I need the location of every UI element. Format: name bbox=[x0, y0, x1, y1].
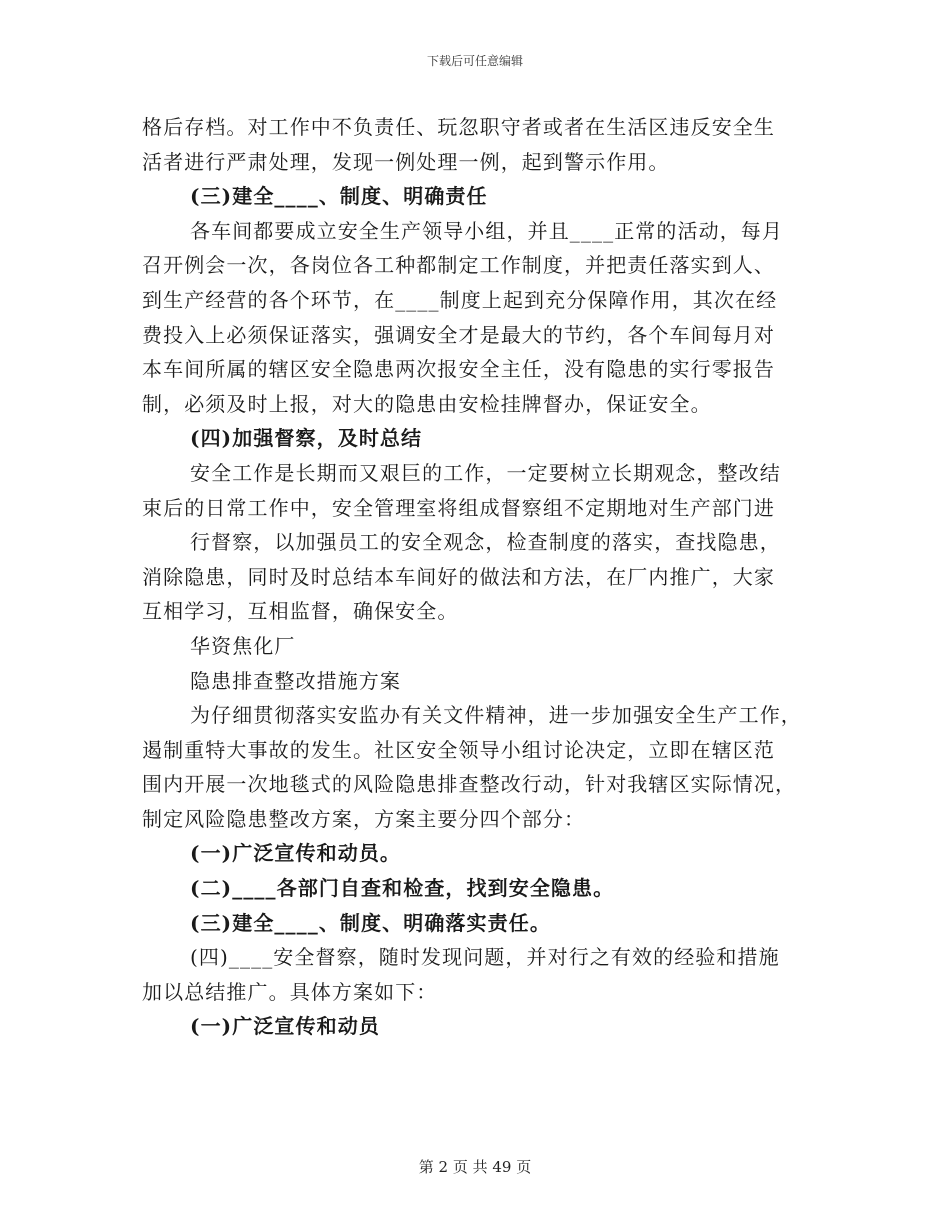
paragraph-line: 隐患排查整改措施方案 bbox=[190, 668, 401, 693]
paragraph-line: 各车间都要成立安全生产领导小组，并且____正常的活动，每月 bbox=[190, 218, 783, 243]
section-heading-line: (三)建全____、制度、明确落实责任。 bbox=[190, 910, 551, 935]
paragraph-line: 遏制重特大事故的发生。社区安全领导小组讨论决定，立即在辖区范 bbox=[142, 737, 775, 762]
paragraph-line: 费投入上必须保证落实，强调安全才是最大的节约，各个车间每月对 bbox=[142, 322, 775, 347]
paragraph-line: 围内开展一次地毯式的风险隐患排查整改行动，针对我辖区实际情况， bbox=[142, 772, 797, 797]
document-body bbox=[142, 110, 808, 1044]
paragraph-line: 安全工作是长期而又艰巨的工作，一定要树立长期观念，整改结 bbox=[190, 460, 781, 485]
section-heading-line: (二)____各部门自查和检查，找到安全隐患。 bbox=[190, 876, 615, 901]
paragraph-line: 制定风险隐患整改方案，方案主要分四个部分： bbox=[142, 806, 586, 831]
paragraph-line: 制，必须及时上报，对大的隐患由安检挂牌督办，保证安全。 bbox=[142, 391, 712, 416]
page-footer: 第 2 页 共 49 页 bbox=[418, 1158, 532, 1176]
paragraph-line: 召开例会一次，各岗位各工种都制定工作制度，并把责任落实到人、 bbox=[142, 253, 775, 278]
paragraph-line: 行督察，以加强员工的安全观念，检查制度的落实，查找隐患， bbox=[190, 530, 781, 555]
paragraph-line: 格后存档。对工作中不负责任、玩忽职守者或者在生活区违反安全生 bbox=[142, 115, 775, 139]
paragraph-line: 加以总结推广。具体方案如下： bbox=[142, 979, 438, 1004]
paragraph-line: (四)____安全督察，随时发现问题，并对行之有效的经验和措施 bbox=[190, 945, 780, 970]
paragraph-line: 互相学习，互相监督，确保安全。 bbox=[142, 599, 459, 624]
paragraph-line: 为仔细贯彻落实安监办有关文件精神，进一步加强安全生产工作， bbox=[190, 703, 802, 728]
section-heading-line: (四)加强督察，及时总结 bbox=[190, 426, 423, 451]
page-header: 下载后可任意编辑 bbox=[426, 54, 523, 68]
paragraph-line: 华资焦化厂 bbox=[190, 633, 296, 658]
paragraph-line: 消除隐患，同时及时总结本车间好的做法和方法，在厂内推广，大家 bbox=[142, 564, 775, 589]
section-heading-line: (三)建全____、制度、明确责任 bbox=[190, 184, 488, 209]
section-heading-line: (一)广泛宣传和动员 bbox=[190, 1014, 380, 1039]
paragraph-line: 到生产经营的各个环节，在____制度上起到充分保障作用，其次在经 bbox=[142, 287, 778, 312]
paragraph-line: 本车间所属的辖区安全隐患两次报安全主任，没有隐患的实行零报告 bbox=[142, 357, 775, 382]
paragraph-line: 束后的日常工作中，安全管理室将组成督察组不定期地对生产部门进 bbox=[142, 495, 775, 520]
section-heading-line: (一)广泛宣传和动员。 bbox=[190, 841, 402, 866]
paragraph-line: 活者进行严肃处理，发现一例处理一例，起到警示作用。 bbox=[142, 149, 670, 174]
